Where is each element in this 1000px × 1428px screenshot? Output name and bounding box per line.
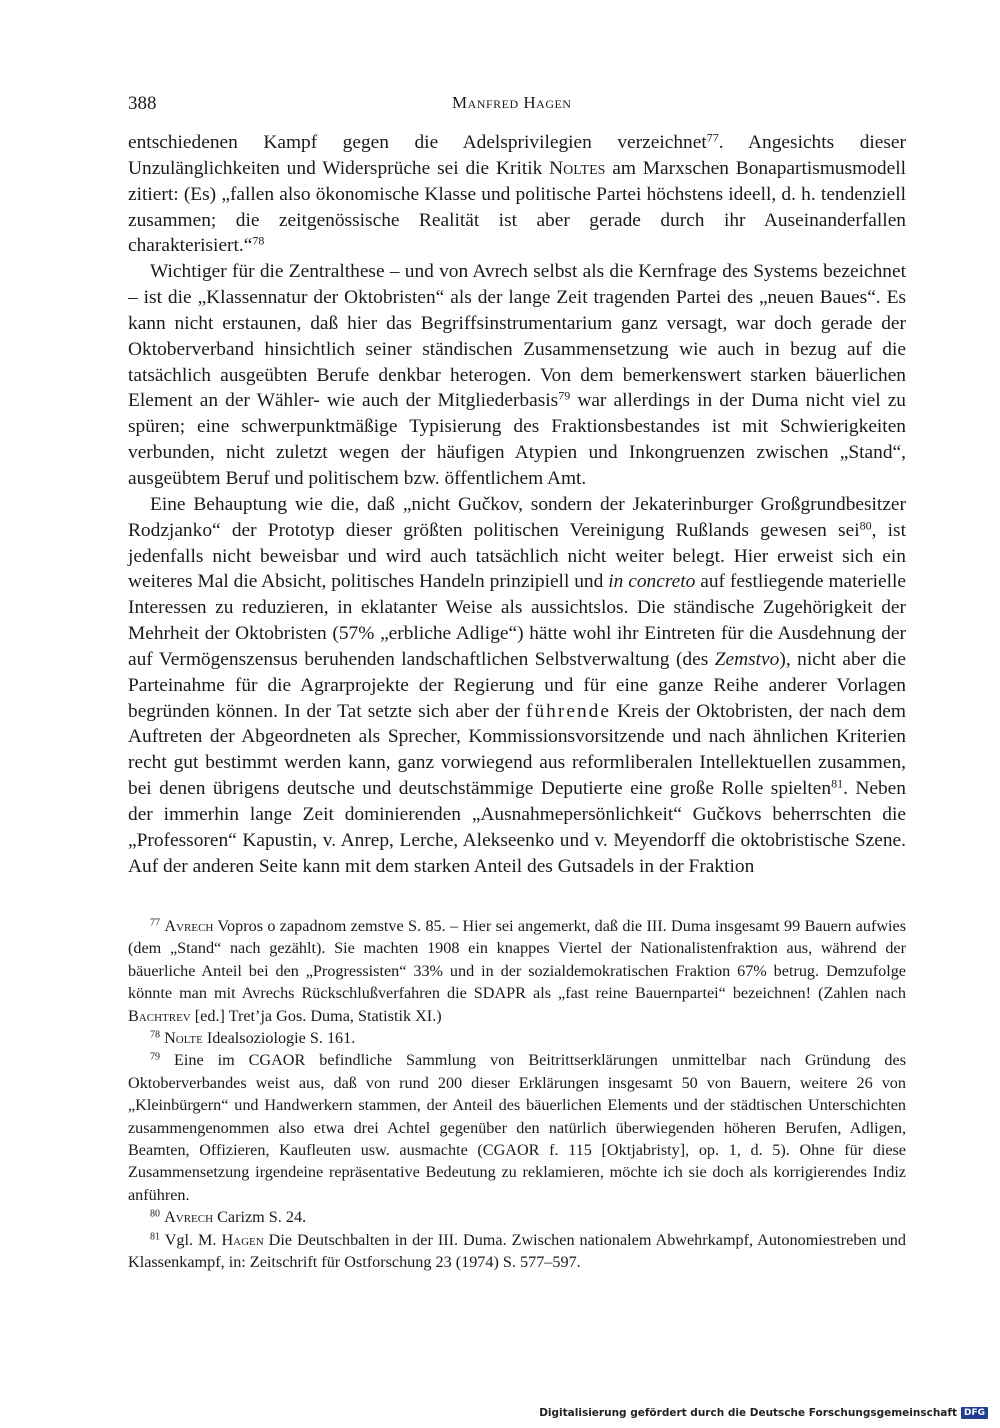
footnote-number: 81 <box>150 1231 161 1243</box>
text-run: Carizm S. 24. <box>213 1208 307 1227</box>
text-run: war allerdings in der Duma nicht viel zu spüren; eine schwerpunktmäßige Typisierung des Fraktionsbestandes ist mit Schwierigkeiten verbunden, nicht zuletzt wegen der häufigen Atypien und Inkongruenzen zwischen „Stand“, ausgeübtem Beruf und politischem bzw. öffentlichem Amt. <box>128 390 906 489</box>
footnote-81 <box>128 1229 906 1274</box>
funding-note: Digitalisierung gefördert durch die Deutsche Forschungsgemeinschaft <box>539 1407 957 1419</box>
text-run: Eine im CGAOR befindliche Sammlung von Beitrittserklärungen unmittelbar nach Gründung des Oktoberverbandes weist aus, daß von rund 200 dieser Erklärungen insgesamt 50 von Bauern, weitere 26 von „Kleinbürgern“ und Handwerkern stammen, der Anteil des bäuerlichen Elements und der städtischen Unterschichten zusammengenommen also etwa drei Achtel gegenüber den natürlich überwiegenden höheren Berufen, Adligen, Beamten, Offizieren, Kaufleuten usw. ausmachte (CGAOR f. 115 [Oktjabristy], op. 1, d. 5). Ohne für diese Zusammensetzung irgendeine repräsentative Bedeutung zu reklamieren, möchte ich sie doch als korrigierendes Indiz anführen. <box>128 1051 906 1204</box>
footnote-number: 79 <box>150 1051 161 1063</box>
text-run: , ist jedenfalls nicht beweisbar und wird auch tatsächlich nicht weiter belegt. Hier erweist sich ein weiteres Mal die Absicht, politisches Handeln prinzipiell und <box>128 519 906 593</box>
text-run: . Neben der immerhin lange Zeit dominierenden „Ausnahmepersönlichkeit“ Gučkovs beherrschten die „Professoren“ Kapustin, v. Anrep, Lerche, Alekseenko und v. Meyendorff die oktobristische Szene. Auf der anderen Seite kann mit dem starken Anteil des Gutsadels in der Fraktion <box>128 778 906 877</box>
footnote-number: 77 <box>150 917 161 929</box>
emphasis-spaced: führende <box>526 700 611 722</box>
text-run: [ed.] Tret’ja Gos. Duma, Statistik XI.) <box>190 1006 442 1025</box>
footnote-79 <box>128 1049 906 1206</box>
text-run: Die Deutschbalten in der III. Duma. Zwischen nationalem Abwehrkampf, Autonomiestreben und Klassenkampf, in: Zeitschrift für Ostforschung 23 (1974) S. 577–597. <box>128 1230 906 1272</box>
footnote-78 <box>128 1027 906 1049</box>
footnote-ref-78: 78 <box>252 233 265 248</box>
dfg-logo: DFG <box>961 1407 988 1419</box>
running-head: Manfred Hagen <box>452 93 572 112</box>
text-run: Eine Behauptung wie die, daß „nicht Gučkov, sondern der Jekaterinburger Großgrundbesitzer Rodzjanko“ der Prototyp dieser größten politischen Vereinigung Rußlands gewesen sei <box>128 493 906 541</box>
text-run: . Angesichts dieser Unzulänglichkeiten und Widersprüche sei die Kritik <box>128 132 906 179</box>
footnote-ref-81: 81 <box>831 776 844 791</box>
text-run: am Marxschen Bonapartismusmodell zitiert: (Es) „fallen also ökonomische Klasse und politische Partei höchstens ideell, d. h. tendenziell zusammen; die zeitgenössische Realität ist aber gerade durch ihr Auseinanderfallen charakterisiert.“ <box>128 157 906 257</box>
footnote-ref-77: 77 <box>706 130 719 145</box>
author-name: Avrech <box>164 917 214 935</box>
text-run: Wichtiger für die Zentralthese – und von Avrech selbst als die Kernfrage des Systems bezeichnet – ist die „Klassennatur der Oktobristen“ als der lange Zeit tragenden Partei des „neuen Baues“. Es kann nicht erstaunen, daß hier das Begriffsinstrumentarium ganz versagt, war doch gerade der Oktoberverband hinsichtlich seiner ständischen Zusammensetzung wie auch in bezug auf die tatsächlich ausgeübten Berufe denkbar heterogen. Von dem bemerkenswert starken bäuerlichen Element an der Wähler- wie auch der Mitgliederbasis <box>128 261 906 412</box>
footnote-number: 78 <box>150 1029 161 1041</box>
author-name: Avrech <box>164 1208 214 1227</box>
text-run: Vgl. M. <box>160 1230 222 1249</box>
footnote-ref-80: 80 <box>859 518 872 533</box>
paragraph-2 <box>128 259 906 492</box>
paragraph-3 <box>128 492 906 880</box>
italic-term: in concreto <box>608 571 696 593</box>
text-run: Idealsoziologie S. 161. <box>202 1029 356 1048</box>
footnote-ref-79: 79 <box>558 388 571 403</box>
text-run: auf festliegende materielle Interessen zu reduzieren, in eklatanter Weise als aussichtslos. Die ständische Zugehörigkeit der Mehrheit der Oktobristen (57% „erbliche Adlige“) hätte wohl ihr Eintreten für die Ausdehnung der auf Vermögenszensus beruhenden landschaftlichen Selbstverwaltung (des <box>128 571 906 670</box>
author-name: Noltes <box>549 157 606 179</box>
text-run: Vopros o zapadnom zemstve S. 85. – Hier sei angemerkt, daß die III. Duma insgesamt 99 Bauern aufwies (dem „Stand“ nach gezählt). Sie machten 1908 ein knappes Viertel der Nationalistenfraktion aus, während der bäuerliche Anteil bei den „Progressisten“ 33% und in der sozialdemokratischen Fraktion 67% betrug. Demzufolge könnte man mit Avrechs Rückschlußverfahren die SDAPR als „fast reine Bauernpartei“ bezeichnen! (Zahlen nach <box>128 917 907 1003</box>
paragraph-1 <box>128 130 906 259</box>
italic-term: Zemstvo <box>714 648 780 670</box>
author-name: Nolte <box>164 1029 203 1048</box>
text-run: Kreis der Oktobristen, der nach dem Auftreten der Abgeordneten als Sprecher, Kommissionsvorsitzende und nach ähnlichen Kriterien recht gut bestimmt werden kann, ganz vorwiegend aus reformliberalen Intellektuellen zusammen, bei denen übrigens deutsche und deutschstämmige Deputierte eine große Rolle spielten <box>128 700 906 800</box>
author-name: Bachtrev <box>128 1006 191 1025</box>
page-number: 388 <box>128 93 157 114</box>
footnote-77 <box>128 915 906 1027</box>
funding-footer <box>539 1407 988 1419</box>
main-text <box>128 130 906 879</box>
author-name: Hagen <box>221 1230 264 1249</box>
footnote-80 <box>128 1206 906 1228</box>
footnotes <box>128 915 906 1274</box>
text-run: entschiedenen Kampf gegen die Adelsprivilegien verzeichnet <box>128 132 707 153</box>
footnote-number: 80 <box>150 1208 161 1220</box>
text-run: ), nicht aber die Parteinahme für die Agrarprojekte der Regierung und für eine ganze Reihe anderer Vorlagen begründen können. In der Tat setzte sich aber der <box>128 648 906 722</box>
